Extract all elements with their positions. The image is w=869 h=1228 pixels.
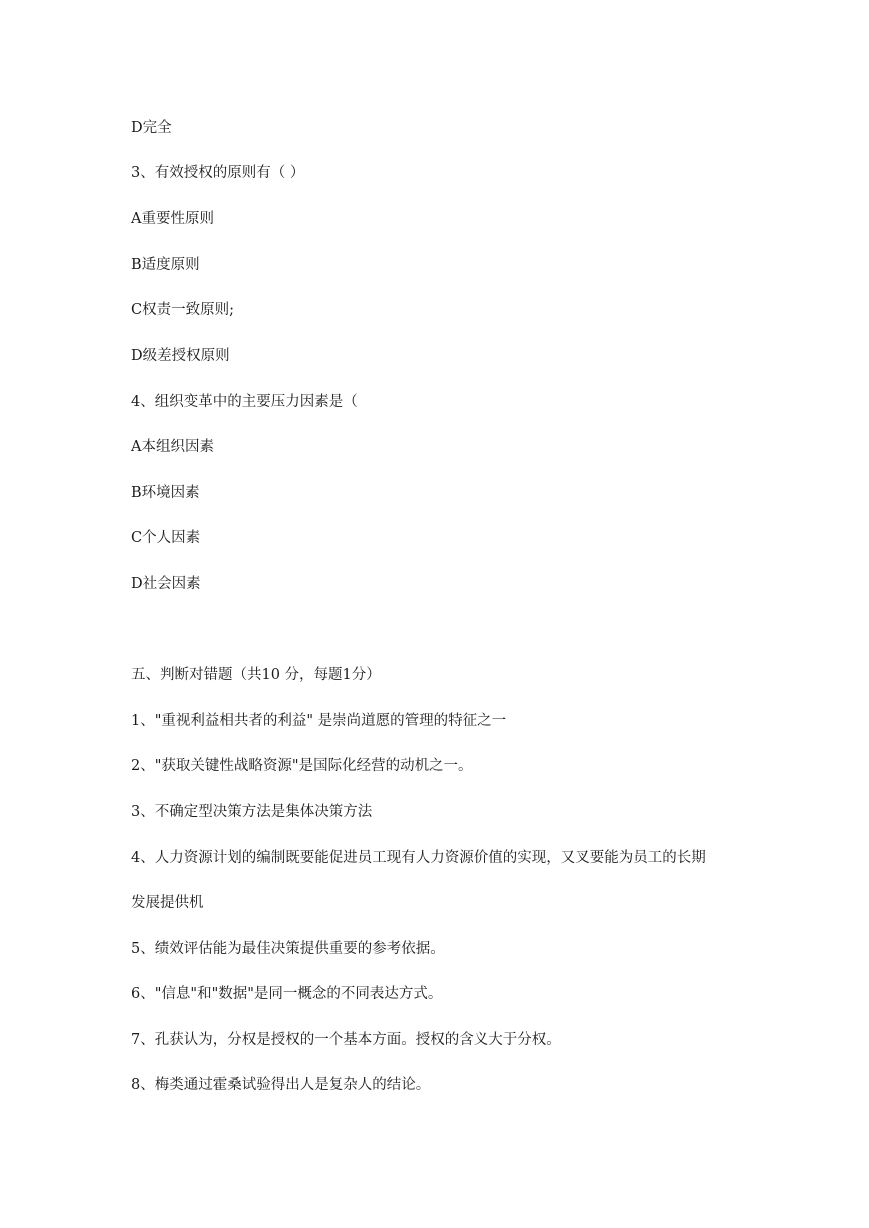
tf-item-8: 8、梅类通过霍桑试验得出人是复杂人的结论。	[131, 1077, 431, 1093]
option-d-complete: D完全	[131, 120, 172, 136]
option-c-consistency: C权责一致原则;	[131, 302, 234, 318]
option-a-importance: A重要性原则	[131, 211, 214, 227]
tf-item-4: 4、人力资源计划的编制既要能促进员工现有人力资源价值的实现，又叉要能为员工的长期	[131, 850, 706, 866]
tf-item-5: 5、绩效评估能为最佳决策提供重要的参考依据。	[131, 941, 445, 957]
tf-item-2: 2、"获取关键性战略资源"是国际化经营的动机之一。	[131, 758, 473, 774]
option-b-environment: B环境因素	[131, 485, 200, 501]
tf-item-4-continued: 发展提供机	[131, 895, 204, 911]
question-3: 3、有效授权的原则有（ ）	[131, 165, 305, 181]
option-c-individual: C个人因素	[131, 530, 201, 546]
option-a-organization: A本组织因素	[131, 439, 214, 455]
tf-item-3: 3、不确定型决策方法是集体决策方法	[131, 804, 373, 820]
tf-item-6: 6、"信息"和"数据"是同一概念的不同表达方式。	[131, 986, 443, 1002]
section-heading-true-false: 五、判断对错题（共10 分，每题1分）	[131, 667, 381, 683]
option-b-moderation: B适度原则	[131, 257, 200, 273]
option-d-society: D社会因素	[131, 576, 201, 592]
option-d-graded: D级差授权原则	[131, 348, 230, 364]
tf-item-7: 7、孔获认为，分权是授权的一个基本方面。授权的含义大于分权。	[131, 1032, 561, 1048]
question-4: 4、组织变革中的主要压力因素是（	[131, 394, 358, 410]
tf-item-1: 1、"重视利益相共者的利益" 是崇尚道愿的管理的特征之一	[131, 713, 507, 729]
